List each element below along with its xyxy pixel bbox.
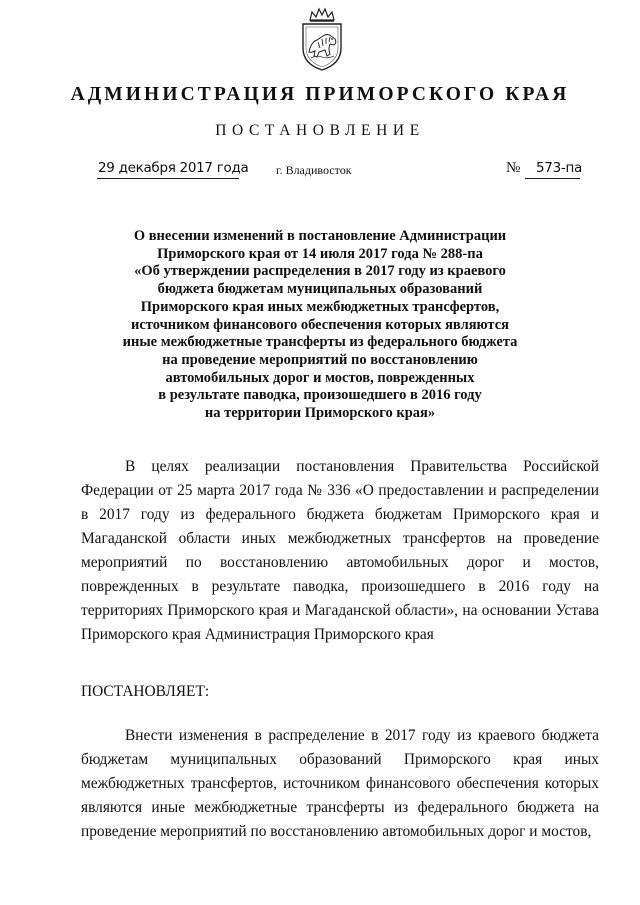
title-line: Приморского края иных межбюджетных трансфертов, (140, 298, 500, 315)
title-line: источником финансового обеспечения которых являются (130, 316, 510, 333)
document-city: г. Владивосток (276, 163, 352, 177)
date-underline (97, 178, 239, 179)
document-type: ПОСТАНОВЛЕНИЕ (215, 122, 425, 139)
title-line: «Об утверждении распределения в 2017 году из краевого (134, 263, 506, 280)
title-line: Приморского края от 14 июля 2017 года № 288-па (157, 245, 483, 262)
title-line: О внесении изменений в постановление Администрации (133, 228, 507, 244)
title-line: в результате паводка, произошедшего в 2016 году (158, 387, 482, 404)
title-line: бюджета бюджетам муниципальных образований (157, 281, 483, 298)
operative-paragraph: Внести изменения в распределение в 2017 году из краевого бюджета бюджетам муниципальных образований Приморского края иных межбюджетных трансфертов, источником финансового обеспечения которых являются иные межбюджетные трансферты из федерального бюджета на проведение мероприятий по восстановлению автомобильных дорог и мостов, (81, 727, 599, 840)
title-line: на территории Приморского края» (204, 405, 436, 422)
preamble-paragraph: В целях реализации постановления Правительства Российской Федерации от 25 марта 2017 года № 336 «О предоставлении и распределении в 2017 году из федерального бюджета бюджетам Приморского края и Магаданской области иных межбюджетных трансфертов на проведение мероприятий по восстановлению автомобильных дорог и мостов, поврежденных в результате паводка, произошедшего в 2016 году на территориях Приморского края и Магаданской области», на основании Устава Приморского края Администрация Приморского края (81, 458, 599, 643)
coat-of-arms-icon (297, 6, 347, 72)
number-underline (525, 178, 580, 179)
title-line: автомобильных дорог и мостов, поврежденных (165, 369, 475, 386)
decree-word: ПОСТАНОВЛЯЕТ: (81, 683, 210, 700)
number-sign: № (506, 160, 521, 176)
document-title (80, 228, 560, 423)
document-number: 573-па (536, 160, 582, 176)
document-date: 29 декабря 2017 года (98, 160, 249, 176)
title-line: иные межбюджетные трансферты из федерального бюджета (122, 334, 518, 351)
organization-name: АДМИНИСТРАЦИЯ ПРИМОРСКОГО КРАЯ (70, 84, 570, 105)
title-line: на проведение мероприятий по восстановлению (162, 351, 478, 368)
